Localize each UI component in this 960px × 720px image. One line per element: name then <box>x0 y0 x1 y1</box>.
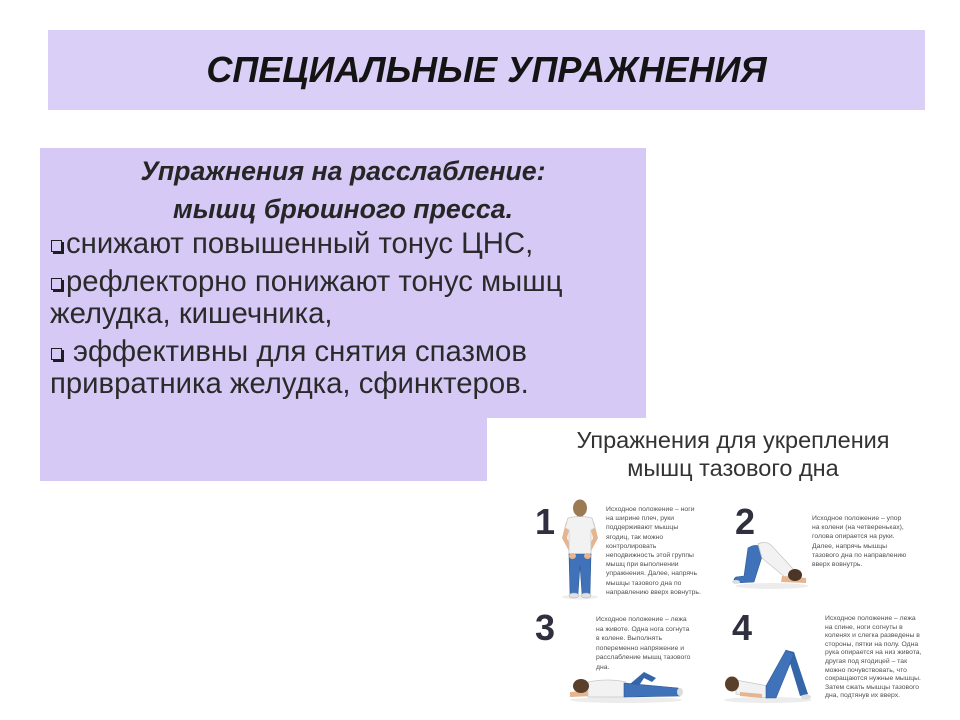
relaxation-heading: Упражнения на расслабление: <box>140 156 546 186</box>
checkbox-bullet-icon <box>51 240 62 252</box>
relaxation-subheading: мышц брюшного пресса. <box>173 194 513 224</box>
slide-title: СПЕЦИАЛЬНЫЕ УПРАЖНЕНИЯ <box>206 49 767 90</box>
description-line: упражнения. Далее, напрячь <box>606 570 698 578</box>
bullet-2-line-2: желудка, кишечника, <box>50 297 333 330</box>
description-line: голова опирается на руки. <box>812 533 895 541</box>
description-line: контролировать <box>606 542 657 550</box>
description-line: Исходное положение – упор <box>812 515 902 522</box>
panel-heading-line-1: Упражнения для укрепления <box>576 427 890 453</box>
exercise-2-description <box>812 514 906 569</box>
exercise-2-number: 2 <box>734 501 756 542</box>
description-line: коленях и слегка разведены в <box>825 632 920 640</box>
description-line: вверх вовнутрь. <box>812 561 863 569</box>
description-line: на спине, ноги согнуты в <box>825 623 903 631</box>
description-line: рука опирается на низ живота, <box>825 649 922 657</box>
bullet-1-line-1 <box>50 228 533 259</box>
description-line: Затем сжать мышцы тазового <box>825 683 919 691</box>
description-line: ягодиц, так можно <box>606 533 664 541</box>
description-line: Исходное положение – лежа <box>596 616 687 623</box>
pelvic-floor-exercises-panel <box>487 418 960 720</box>
description-line: поддерживают мышцы <box>606 524 679 532</box>
panel-heading <box>553 426 913 482</box>
exercise-4-supine-person-illustration <box>722 644 814 704</box>
exercise-2-kneeling-person-illustration <box>732 536 810 590</box>
exercise-1-number: 1 <box>534 501 556 542</box>
bullet-2-text: рефлекторно понижают тонус мышц <box>66 265 563 298</box>
bullet-2-line-1 <box>50 266 563 297</box>
description-line: на колени (на четвереньках), <box>812 524 904 532</box>
description-line: на ширине плеч, руки <box>606 515 675 523</box>
exercise-4-number: 4 <box>731 607 753 648</box>
description-line: на животе. Одна нога согнута <box>596 625 690 633</box>
checkbox-bullet-icon <box>51 348 62 360</box>
bullet-1-text: снижают повышенный тонус ЦНС, <box>66 227 534 260</box>
description-line: стороны, пятки на полу. Одна <box>825 640 919 648</box>
description-line: мышцы тазового дна по <box>606 579 682 587</box>
description-line: другая под ягодицей – так <box>825 657 908 665</box>
bullet-3-line-2: привратника желудка, сфинктеров. <box>50 367 529 400</box>
description-line: в колене. Выполнять <box>596 635 663 642</box>
exercise-1-standing-person-illustration <box>555 498 605 600</box>
description-line: дна. <box>596 663 610 671</box>
exercise-4-description <box>825 615 921 701</box>
description-line: Исходное положение – ноги <box>606 506 695 513</box>
description-line: направлению вверх вовнутрь. <box>606 588 701 596</box>
checkbox-bullet-icon <box>51 278 62 290</box>
exercise-3-description <box>596 615 690 672</box>
description-line: тазового дна по направлению <box>812 551 907 559</box>
description-line: мышц при выполнении <box>606 561 679 569</box>
description-line: Исходное положение – лежа <box>825 615 916 622</box>
description-line: сокращаются нужные мышцы. <box>825 675 921 683</box>
panel-heading-line-2: мышц тазового дна <box>627 455 839 481</box>
title-banner <box>48 30 925 110</box>
exercise-3-number: 3 <box>534 607 556 648</box>
description-line: можно почувствовать, что <box>825 666 907 674</box>
description-line: Далее, напрячь мышцы <box>812 542 888 550</box>
description-line: расслабление мышц тазового <box>596 654 691 661</box>
description-line: дна, подтянув их вверх. <box>825 692 900 700</box>
description-line: неподвижность этой группы <box>606 552 694 560</box>
exercise-1-description <box>606 505 701 597</box>
description-line: попеременно напряжение и <box>596 644 685 652</box>
bullet-3-text: эффективны для снятия спазмов <box>73 335 527 368</box>
bullet-3-line-1 <box>50 336 527 367</box>
